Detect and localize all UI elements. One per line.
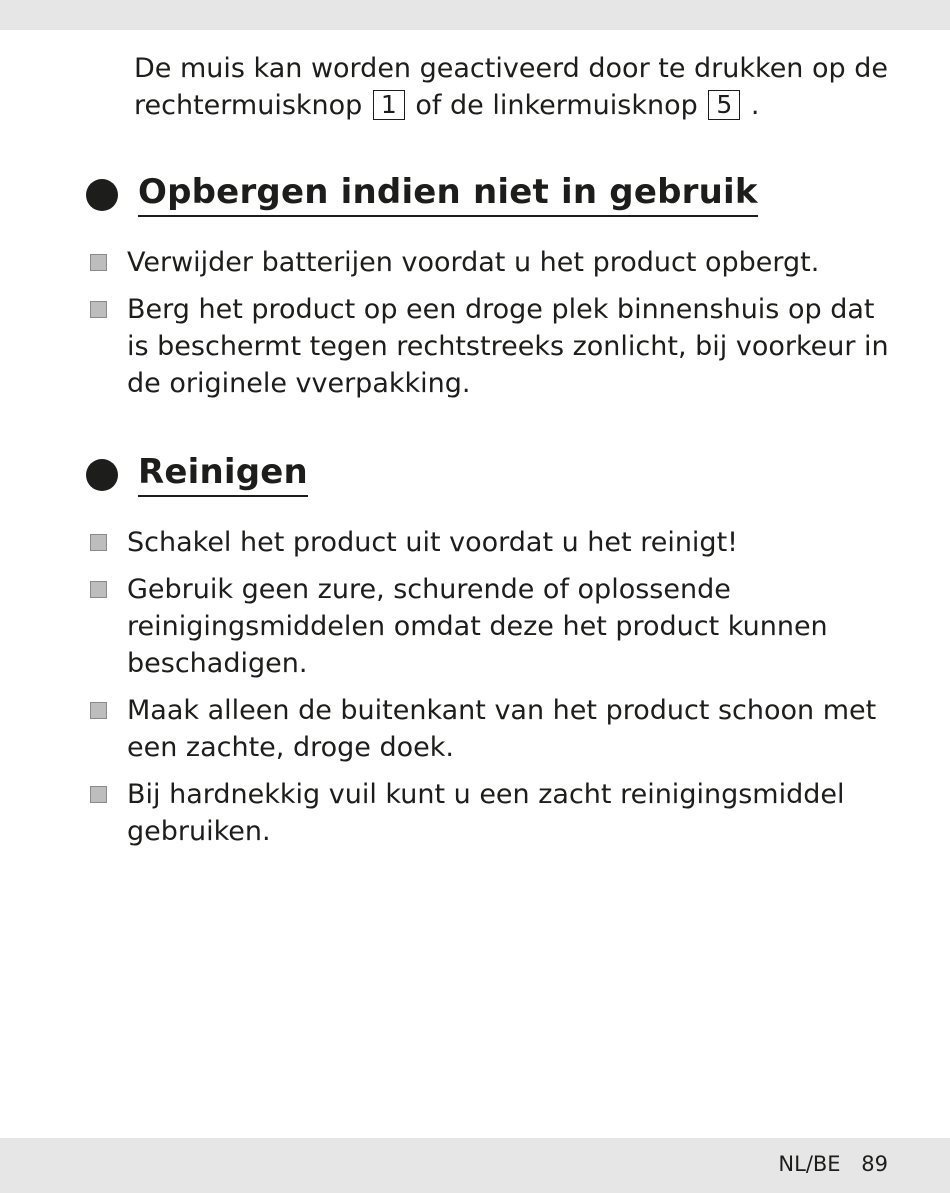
bullet-dot-icon	[86, 459, 118, 491]
list-item-text: Berg het product op een droge plek binnenshuis op dat is beschermt tegen rechtstreeks zonlicht, bij voorkeur in de originele vverpakking.	[127, 294, 889, 399]
page-footer	[778, 1152, 888, 1176]
language-code: NL/BE	[778, 1152, 841, 1176]
list-item	[88, 244, 898, 281]
intro-paragraph	[134, 50, 894, 124]
page-number: 89	[861, 1152, 888, 1176]
cleaning-list	[88, 524, 898, 860]
key-label-1: 1	[373, 90, 405, 120]
list-item	[88, 291, 898, 402]
list-item-text: Gebruik geen zure, schurende of oplossende reinigingsmiddelen omdat deze het product kunnen beschadigen.	[127, 574, 828, 679]
square-bullet-icon	[90, 254, 107, 271]
section-title: Opbergen indien niet in gebruik	[138, 172, 758, 217]
list-item	[88, 524, 898, 561]
list-item-text: Maak alleen de buitenkant van het product schoon met een zachte, droge doek.	[127, 695, 877, 763]
square-bullet-icon	[90, 301, 107, 318]
square-bullet-icon	[90, 534, 107, 551]
storage-list	[88, 244, 898, 412]
square-bullet-icon	[90, 786, 107, 803]
top-bar	[0, 0, 950, 30]
list-item-text: Bij hardnekkig vuil kunt u een zacht reinigingsmiddel gebruiken.	[127, 779, 845, 847]
intro-text-1: De muis kan worden geactiveerd door te drukken op de rechtermuisknop	[134, 53, 888, 121]
list-item	[88, 571, 898, 682]
list-item-text: Schakel het product uit voordat u het reinigt!	[127, 527, 738, 558]
list-item-text: Verwijder batterijen voordat u het product opbergt.	[127, 247, 820, 278]
section-heading-storage	[86, 172, 758, 217]
bullet-dot-icon	[86, 179, 118, 211]
intro-text-3: .	[750, 90, 760, 121]
list-item	[88, 776, 898, 850]
section-title: Reinigen	[138, 452, 308, 497]
key-label-5: 5	[708, 90, 740, 120]
square-bullet-icon	[90, 581, 107, 598]
section-heading-cleaning	[86, 452, 308, 497]
square-bullet-icon	[90, 702, 107, 719]
list-item	[88, 692, 898, 766]
intro-text-2: of de linkermuisknop	[415, 90, 698, 121]
